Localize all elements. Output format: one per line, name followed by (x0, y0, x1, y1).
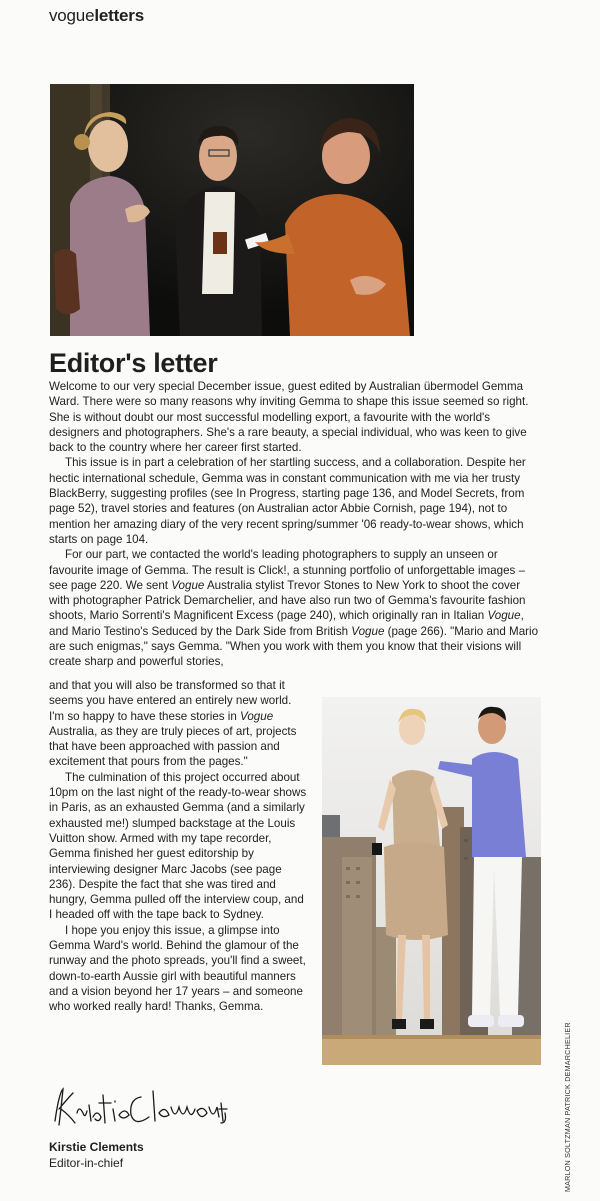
vogue-italic: Vogue (351, 624, 385, 638)
photo-credit: MARLON SOLTZMAN PATRICK DEMARCHELIER (563, 1022, 572, 1192)
handwritten-signature (49, 1083, 229, 1133)
vogue-italic: Vogue (487, 609, 521, 623)
event-photo (50, 84, 414, 336)
signatory-role: Editor-in-chief (49, 1156, 124, 1170)
letter-paragraph-2: This issue is in part a celebration of her startling success, and a collaboration. Despite her hectic international schedule, Gemma was in constant communication with me via her trusty BlackBerry, suggesting profiles (see In Progress, starting page 136, and Model Secrets, from page 52), travel stories and features (on Australian actor Abbie Cornish, page 194), not to mention her amazing diary of the very recent spring/summer '06 ready-to-wear shows, which starts on page 104. (49, 456, 526, 546)
letter-paragraph-1: Welcome to our very special December issue, guest edited by Australian übermodel Gemma Ward. There were so many reasons why inviting Gemma to shape this issue seemed so right. She is without doubt our most successful modelling export, a favourite with the world's designers and photographers. She's a rare beauty, a special individual, who was keen to give back to the country where her career first started. (49, 380, 529, 455)
signatory-name: Kirstie Clements (49, 1140, 144, 1154)
paragraph-3-text: Australia stylist Trevor Stones to New York to shoot the cover with photographer Patrick Demarchelier, and have also run two of Gemma's favourite fashion shoots, Mario Sorrenti's Magnificent Excess (page 240), which originally ran in Italian (49, 578, 526, 623)
section-header (49, 6, 144, 26)
vogue-italic: Vogue (240, 709, 274, 723)
fashion-photo (322, 697, 541, 1065)
paragraph-3-text: , and Mario Testino's Seduced by the Dark Side from British (49, 609, 524, 638)
letter-paragraph-4: The culmination of this project occurred about 10pm on the last night of the ready-to-wear shows in Paris, as an exhausted Gemma (and a similarly exhausted me!) slumped backstage at the Louis Vuitton show. Armed with my tape recorder, Gemma finished her guest editorship by interviewing designer Marc Jacobs (see page 236). Despite the fact that she was tired and hungry, Gemma pulled off the interview coup, and I headed off with the tape back to Sydney. (49, 770, 307, 922)
section-header-vogue: vogue (49, 6, 95, 25)
vogue-italic: Vogue (171, 578, 205, 592)
section-header-letters: letters (94, 6, 144, 25)
letter-body-upper (49, 379, 542, 670)
paragraph-3-text: (page 266). "Mario and Mario are such enigmas," says Gemma. "When you work with them you know that their visions will create sharp and powerful stories, (49, 624, 539, 669)
paragraph-3-text: For our part, we contacted the world's leading photographers to supply an unseen or favourite image of Gemma. The result is Click!, a stunning portfolio of unforgettable images – see page 220. We sent (49, 548, 526, 592)
letter-paragraph-3-continued (49, 678, 307, 770)
page-title: Editor's letter (49, 348, 218, 378)
letter-paragraph-5: I hope you enjoy this issue, a glimpse into Gemma Ward's world. Behind the glamour of the runway and the photo spreads, you'll find a sweet, down-to-earth Aussie girl with beautiful manners and a vision beyond her 17 years – and someone who worked really hard! Thanks, Gemma. (49, 923, 306, 1014)
letter-body-lower (49, 678, 307, 1015)
paragraph-3-text: and that you will also be transformed so that it seems you have entered an entirely new world. I'm so happy to have these stories in (49, 679, 292, 723)
letter-paragraph-3 (49, 547, 542, 669)
paragraph-3-text: Australia, as they are truly pieces of art, projects that have been approached with passion and excitement that pours from the pages." (49, 724, 297, 769)
